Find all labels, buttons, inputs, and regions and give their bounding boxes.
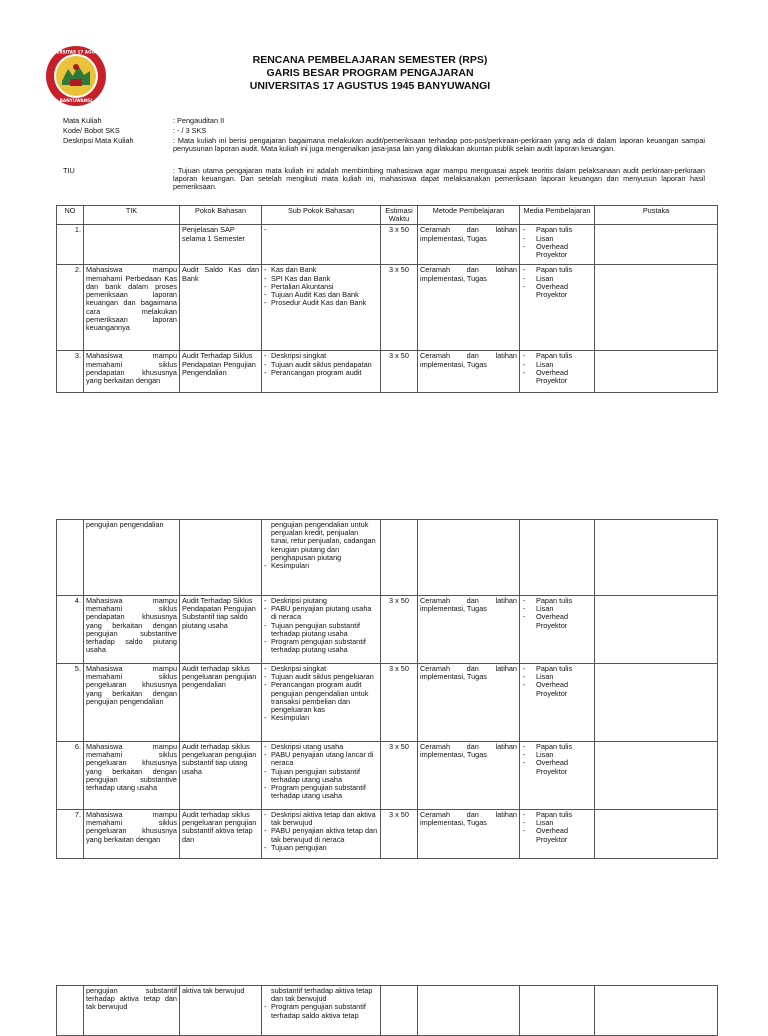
row-pustaka [595, 986, 718, 1036]
row-tik: Mahasiswa mampu memahami siklus pendapatan khususnya yang berkaitan dengan pengujian substantive terhadap saldo piutang usaha [84, 596, 180, 664]
row-pokok: Audit Terhadap Siklus Pendapatan Pengujian Substantif tiap saldo piutang usaha [180, 596, 262, 664]
table-row [57, 225, 718, 265]
row-sub [262, 520, 381, 596]
row-waktu: 3 x 50 [381, 742, 418, 810]
row-pokok: aktiva tak berwujud [180, 986, 262, 1036]
rps-table-page-2 [56, 519, 718, 859]
sub-item: - SPI Kas dan Bank [264, 275, 378, 283]
row-pokok: Audit terhadap siklus pengeluaran pengujian substantif tiap utang usaha [180, 742, 262, 810]
row-waktu [381, 520, 418, 596]
col-header-metode: Metode Pembelajaran [418, 206, 520, 225]
table-row [57, 742, 718, 810]
table-row [57, 265, 718, 351]
media-item: - Papan tulis [522, 811, 592, 819]
media-item: - Lisan [522, 673, 592, 681]
row-tik [84, 225, 180, 265]
row-media [520, 742, 595, 810]
row-sub [262, 986, 381, 1036]
row-metode [418, 986, 520, 1036]
row-pokok: Audit Saldo Kas dan Bank [180, 265, 262, 351]
header-line-2: GARIS BESAR PROGRAM PENGAJARAN [266, 67, 474, 80]
media-item: - Lisan [522, 361, 592, 369]
media-item: - Lisan [522, 235, 592, 243]
sub-item: - Kesimpulan [264, 562, 378, 570]
media-item: - Papan tulis [522, 226, 592, 234]
sub-item: - PABU penyajian aktiva tetap dan tak berwujud di neraca [264, 827, 378, 843]
media-item: - Overhead Proyektor [522, 283, 592, 299]
media-item: - Overhead Proyektor [522, 369, 592, 385]
row-pustaka [595, 265, 718, 351]
row-metode: Ceramah dan latihan implementasi, Tugas [418, 742, 520, 810]
row-media [520, 225, 595, 265]
row-pokok [180, 520, 262, 596]
row-sub [262, 225, 381, 265]
row-tik: Mahasiswa mampu memahami siklus pengeluaran khususnya yang berkaitan dengan [84, 810, 180, 859]
row-tik: Mahasiswa mampu memahami siklus pengeluaran khususnya yang berkaitan dengan pengujian pengendalian [84, 664, 180, 742]
col-header-sub: Sub Pokok Bahasan [262, 206, 381, 225]
row-no [57, 986, 84, 1036]
table-row [57, 986, 718, 1036]
media-item: - Lisan [522, 275, 592, 283]
media-item: - Papan tulis [522, 743, 592, 751]
rps-table-page-1 [56, 205, 718, 393]
row-media [520, 520, 595, 596]
row-no: 7. [57, 810, 84, 859]
row-pokok: Penjelasan SAP selama 1 Semester [180, 225, 262, 265]
row-media [520, 810, 595, 859]
row-tik: Mahasiswa mampu memahami siklus pengeluaran khususnya yang berkaitan dengan pengujian substantive terhadap utang usaha [84, 742, 180, 810]
row-waktu: 3 x 50 [381, 810, 418, 859]
row-sub [262, 351, 381, 393]
row-metode: Ceramah dan latihan implementasi, Tugas [418, 265, 520, 351]
row-sub [262, 742, 381, 810]
row-metode: Ceramah dan latihan implementasi, Tugas [418, 664, 520, 742]
media-item: - Lisan [522, 751, 592, 759]
tiu-label: TIU [63, 166, 75, 175]
col-header-no: NO [57, 206, 84, 225]
row-pokok: Audit terhadap siklus pengeluaran pengujian pengendalian [180, 664, 262, 742]
row-metode: Ceramah dan latihan implementasi, Tugas [418, 596, 520, 664]
sub-item: - Tujuan pengujian substantif terhadap piutang usaha [264, 622, 378, 638]
row-pokok: Audit Terhadap Siklus Pendapatan Pengujian Pengendalian [180, 351, 262, 393]
col-header-pustaka: Pustaka [595, 206, 718, 225]
media-item: - Overhead Proyektor [522, 613, 592, 629]
row-no: 1. [57, 225, 84, 265]
sub-item: - Program pengujian substantif terhadap utang usaha [264, 784, 378, 800]
media-item: - Lisan [522, 819, 592, 827]
row-tik: Mahasiswa mampu memahami siklus pendapatan khususnya yang berkaitan dengan [84, 351, 180, 393]
tiu-value: : Tujuan utama pengajaran mata kuliah ini adalah membimbing mahasiswa agar mampu menguasai aspek teoritis dalam pelaksanaan audit perkiraan-perkiraan laporan keuangan. Dan setelah mengikuti mata kuliah ini, mahasiswa dapat melaksanakan pemeriksaan laporan keuangan dan menyusun laporan hasil pemeriksaan. [173, 166, 705, 192]
col-header-pokok: Pokok Bahasan [180, 206, 262, 225]
row-no: 3. [57, 351, 84, 393]
row-media [520, 265, 595, 351]
row-no: 2. [57, 265, 84, 351]
row-waktu: 3 x 50 [381, 596, 418, 664]
header-line-3: UNIVERSITAS 17 AGUSTUS 1945 BANYUWANGI [249, 80, 491, 93]
row-media [520, 664, 595, 742]
row-no: 4. [57, 596, 84, 664]
row-pustaka [595, 742, 718, 810]
table-row [57, 520, 718, 596]
row-sub [262, 664, 381, 742]
header-line-1: RENCANA PEMBELAJARAN SEMESTER (RPS) [252, 54, 488, 66]
sub-item: - Deskripsi singkat [264, 665, 378, 673]
mata-kuliah-label: Mata Kuliah [63, 116, 102, 125]
mata-kuliah-value: : Pengauditan II [173, 116, 225, 125]
sub-item: - Deskripsi piutang [264, 597, 378, 605]
table-header-row [57, 206, 718, 225]
deskripsi-value: : Mata kuliah ini berisi pengajaran bagaimana melakukan audit/pemeriksaan terhadap pos-pos/perkiraan-perkiraan yang ada di dalam laporan keuangan sampai penyusunan laporan audit. Mata kuliah ini juga mengenalkan jasa-jasa lain yang dilakukan akuntan publik selain audit laporan keuangan. [173, 136, 705, 154]
sub-item: - Deskripsi singkat [264, 352, 378, 360]
university-logo [45, 45, 107, 107]
row-pokok: Audit terhadap siklus pengeluaran pengujian substantif aktiva tetap dan [180, 810, 262, 859]
table-row [57, 596, 718, 664]
row-pustaka [595, 520, 718, 596]
document-header [120, 54, 620, 93]
col-header-tik: TIK [84, 206, 180, 225]
sub-continued: pengujian pengendalian untuk penjualan kredit, penjualan tunai, retur penjualan, cadangan kerugian piutang dan penghapusan piutang [271, 520, 376, 562]
row-pustaka [595, 810, 718, 859]
media-item: - Overhead Proyektor [522, 681, 592, 697]
row-metode: Ceramah dan latihan implementasi, Tugas [418, 810, 520, 859]
row-waktu: 3 x 50 [381, 351, 418, 393]
table-row [57, 810, 718, 859]
row-waktu: 3 x 50 [381, 265, 418, 351]
sub-item: - [264, 225, 267, 235]
row-media [520, 986, 595, 1036]
media-item: - Papan tulis [522, 665, 592, 673]
sub-item: - Program pengujian substantif terhadap saldo aktiva tetap [264, 1003, 378, 1019]
media-item: - Papan tulis [522, 266, 592, 274]
sub-item: - Tujuan Audit Kas dan Bank [264, 291, 378, 299]
row-media [520, 351, 595, 393]
row-pustaka [595, 596, 718, 664]
row-metode: Ceramah dan latihan implementasi, Tugas [418, 351, 520, 393]
svg-text:UNIVERSITAS 17 AGUSTUS: UNIVERSITAS 17 AGUSTUS [45, 49, 107, 55]
sub-item: - Deskripsi aktiva tetap dan aktiva tak berwujud [264, 811, 378, 827]
sub-item: - Perancangan program audit [264, 369, 378, 377]
svg-text:BANYUWANGI: BANYUWANGI [59, 98, 93, 103]
media-item: - Papan tulis [522, 352, 592, 360]
row-tik: pengujian substantif terhadap aktiva tetap dan tak berwujud [84, 986, 180, 1036]
sub-item: - PABU penyajian piutang usaha di neraca [264, 605, 378, 621]
row-waktu: 3 x 50 [381, 664, 418, 742]
row-pustaka [595, 351, 718, 393]
rps-table-page-3 [56, 985, 718, 1036]
sub-item: - PABU penyajian utang lancar di neraca [264, 751, 378, 767]
sub-item: - Program pengujian substantif terhadap piutang usaha [264, 638, 378, 654]
sub-item: - Pertalian Akuntansi [264, 283, 378, 291]
row-no: 5. [57, 664, 84, 742]
media-item: - Overhead Proyektor [522, 243, 592, 259]
row-media [520, 596, 595, 664]
sub-continued: substantif terhadap aktiva tetap dan tak berwujud [271, 986, 373, 1004]
kode-value: : - / 3 SKS [173, 126, 207, 135]
media-item: - Papan tulis [522, 597, 592, 605]
media-item: - Lisan [522, 605, 592, 613]
row-waktu: 3 x 50 [381, 225, 418, 265]
sub-item: - Tujuan pengujian substantif terhadap utang usaha [264, 768, 378, 784]
row-waktu [381, 986, 418, 1036]
row-sub [262, 265, 381, 351]
row-sub [262, 810, 381, 859]
row-sub [262, 596, 381, 664]
row-pustaka [595, 225, 718, 265]
row-no: 6. [57, 742, 84, 810]
media-item: - Overhead Proyektor [522, 827, 592, 843]
row-metode: Ceramah dan latihan implementasi, Tugas [418, 225, 520, 265]
row-tik: pengujian pengendalian [84, 520, 180, 596]
row-no [57, 520, 84, 596]
media-item: - Overhead Proyektor [522, 759, 592, 775]
row-pustaka [595, 664, 718, 742]
sub-item: - Perancangan program audit pengujian pengendalian untuk transaksi pembelian dan pengeluaran kas [264, 681, 378, 714]
sub-item: - Kas dan Bank [264, 266, 378, 274]
col-header-waktu: Estimasi Waktu [381, 206, 418, 225]
sub-item: - Tujuan audit siklus pendapatan [264, 361, 378, 369]
kode-label: Kode/ Bobot SKS [63, 126, 120, 135]
col-header-media: Media Pembelajaran [520, 206, 595, 225]
table-row [57, 351, 718, 393]
sub-item: - Tujuan pengujian [264, 844, 378, 852]
sub-item: - Deskripsi utang usaha [264, 743, 378, 751]
table-row [57, 664, 718, 742]
sub-item: - Kesimpulan [264, 714, 378, 722]
row-tik: Mahasiswa mampu memahami Perbedaan Kas dan bank dalam proses pemeriksaan laporan keuangan dan bagaimana cara melakukan pemeriksaan laporan keuangannya [84, 265, 180, 351]
row-metode [418, 520, 520, 596]
sub-item: - Prosedur Audit Kas dan Bank [264, 299, 378, 307]
sub-item: - Tujuan audit siklus pengeluaran [264, 673, 378, 681]
deskripsi-label: Deskripsi Mata Kuliah [63, 136, 134, 145]
